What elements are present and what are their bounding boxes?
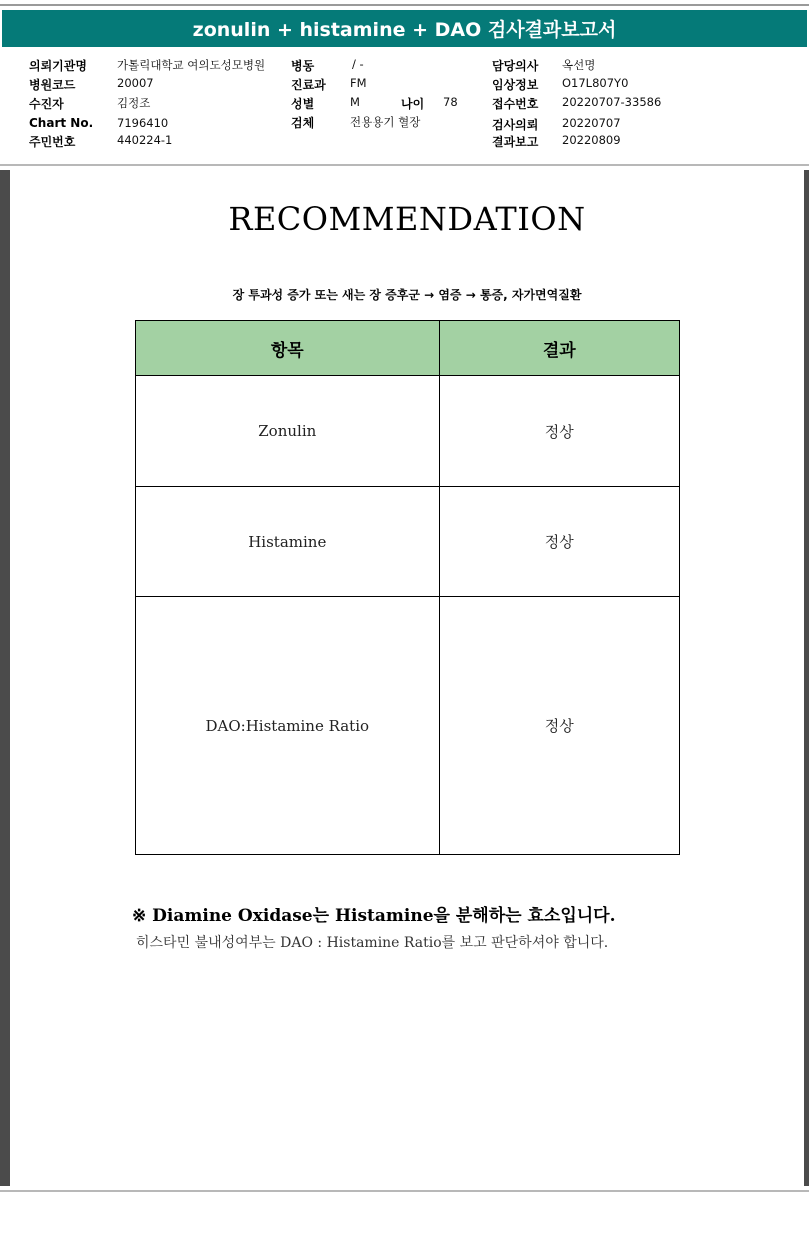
row-item-dao-ratio: DAO:Histamine Ratio xyxy=(136,597,440,855)
clinical-info-value: O17L807Y0 xyxy=(562,76,629,90)
age-label: 나이 xyxy=(401,97,425,111)
hospital-code-label: 병원코드 xyxy=(29,78,76,92)
row-result-histamine: 정상 xyxy=(439,487,679,597)
institution-label: 의뢰기관명 xyxy=(29,59,87,73)
department-label: 진료과 xyxy=(291,78,326,92)
ward-label: 병동 xyxy=(291,59,315,73)
result-table xyxy=(135,320,680,855)
resident-no-value: 440224-1 xyxy=(117,133,173,147)
chart-no-value: 7196410 xyxy=(117,116,169,130)
table-row xyxy=(136,487,680,597)
report-title: zonulin + histamine + DAO 검사결과보고서 xyxy=(2,10,807,47)
bottom-rule xyxy=(0,1190,809,1192)
recommendation-subtitle: 장 투과성 증가 또는 새는 장 증후군 → 염증 → 통증, 자가면역질환 xyxy=(232,288,582,302)
patient-name-value: 김정조 xyxy=(117,96,151,110)
dao-note: ※ Diamine Oxidase는 Histamine을 분해하는 효소입니다. xyxy=(132,906,616,926)
row-result-dao-ratio: 정상 xyxy=(439,597,679,855)
row-result-zonulin: 정상 xyxy=(439,376,679,487)
report-date-value: 20220809 xyxy=(562,133,621,147)
sex-value: M xyxy=(350,95,360,109)
specimen-value: 전용용기 혈장 xyxy=(350,115,421,129)
patient-name-label: 수진자 xyxy=(29,97,64,111)
doctor-label: 담당의사 xyxy=(492,59,539,73)
report-date-label: 결과보고 xyxy=(492,135,539,149)
specimen-label: 검체 xyxy=(291,116,315,130)
institution-value: 가톨릭대학교 여의도성모병원 xyxy=(117,58,266,72)
clinical-info-label: 임상정보 xyxy=(492,78,539,92)
receipt-no-value: 20220707-33586 xyxy=(562,95,662,109)
row-item-zonulin: Zonulin xyxy=(136,376,440,487)
sex-label: 성별 xyxy=(291,97,315,111)
request-date-value: 20220707 xyxy=(562,116,621,130)
info-divider xyxy=(0,164,809,166)
intolerance-note: 히스타민 불내성여부는 DAO : Histamine Ratio를 보고 판단하셔야 합니다. xyxy=(136,935,609,951)
request-date-label: 검사의뢰 xyxy=(492,118,539,132)
patient-info-block xyxy=(0,0,809,165)
row-item-histamine: Histamine xyxy=(136,487,440,597)
table-header-row xyxy=(136,321,680,376)
header-item: 항목 xyxy=(136,321,440,376)
recommendation-title: RECOMMENDATION xyxy=(228,200,586,238)
header-result: 결과 xyxy=(439,321,679,376)
ward-value: / - xyxy=(352,57,364,71)
department-value: FM xyxy=(350,76,367,90)
chart-no-label: Chart No. xyxy=(29,116,94,130)
doctor-value: 옥선명 xyxy=(562,58,596,72)
receipt-no-label: 접수번호 xyxy=(492,97,539,111)
age-value: 78 xyxy=(443,95,458,109)
hospital-code-value: 20007 xyxy=(117,76,154,90)
table-row xyxy=(136,597,680,855)
table-row xyxy=(136,376,680,487)
resident-no-label: 주민번호 xyxy=(29,135,76,149)
